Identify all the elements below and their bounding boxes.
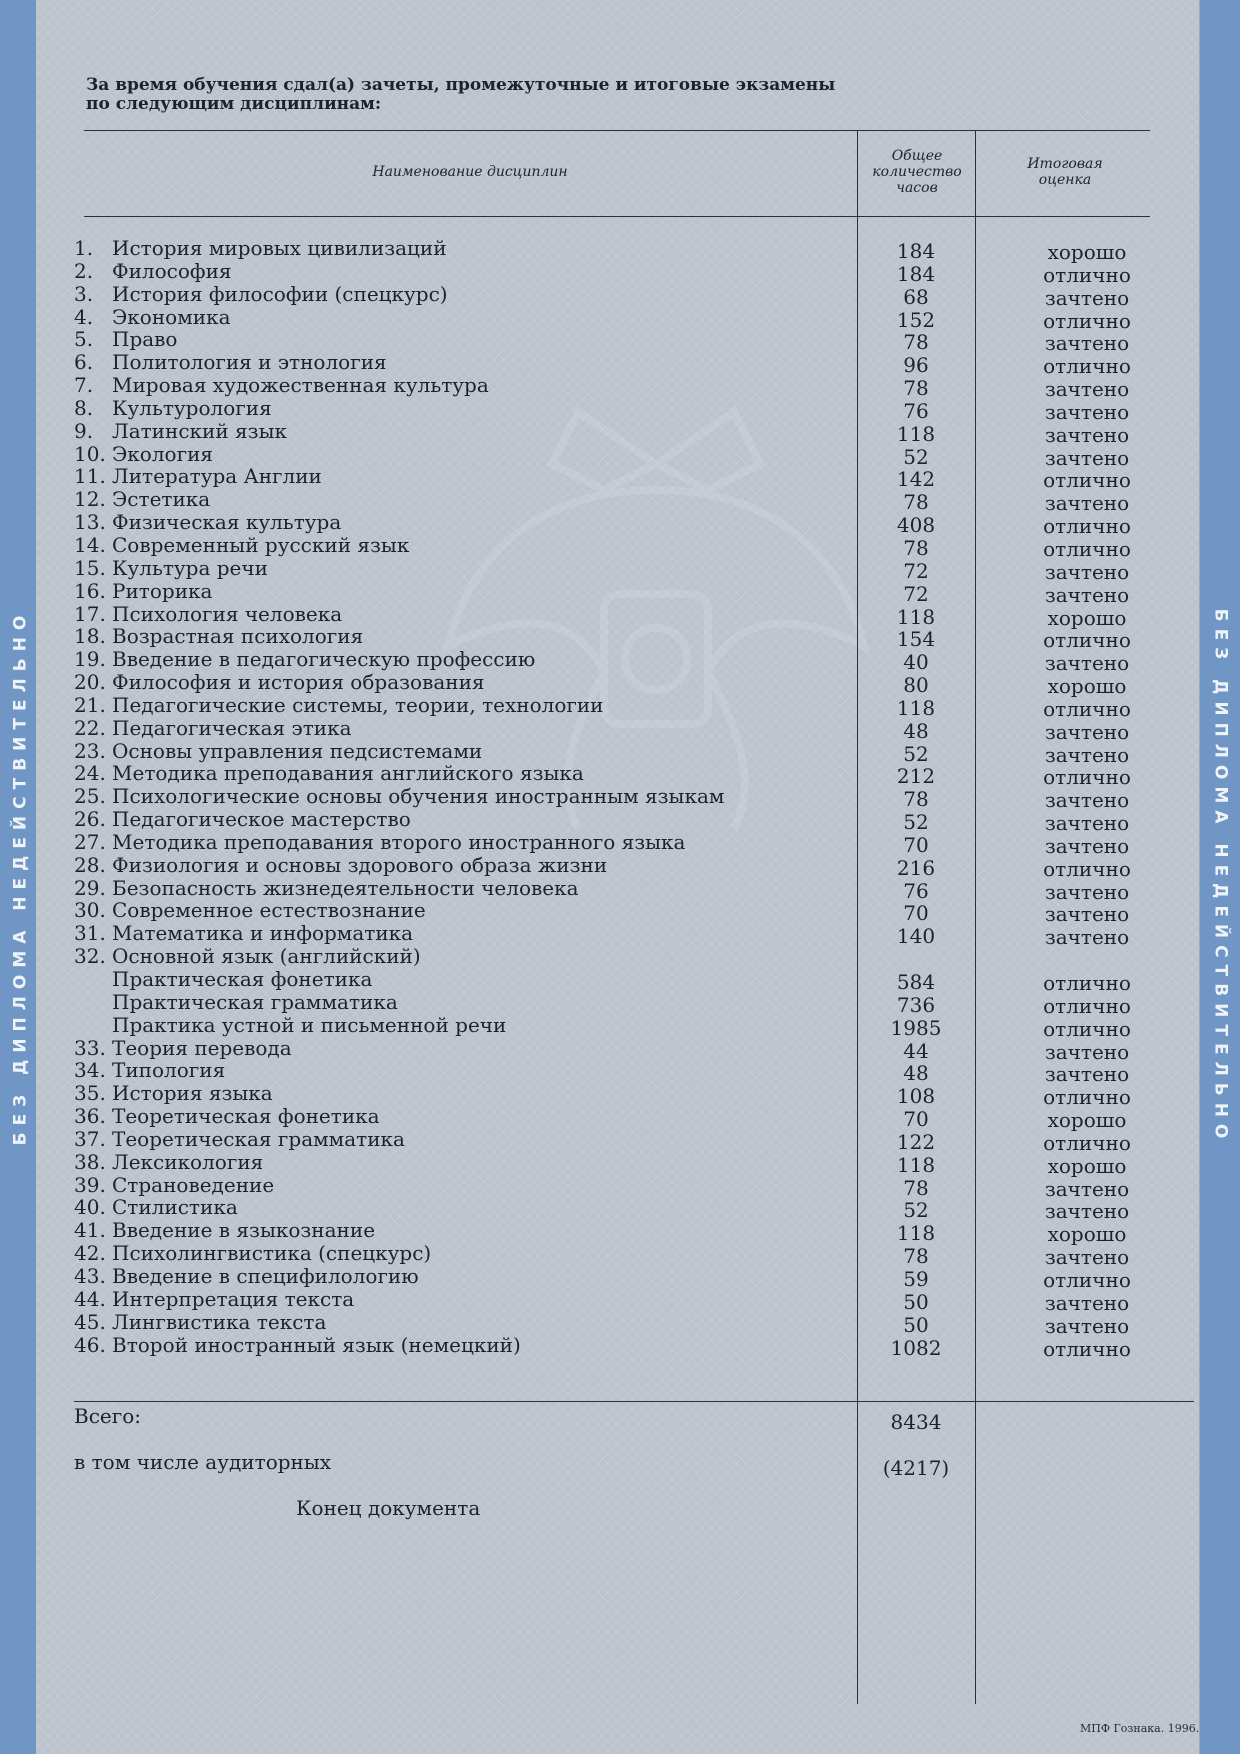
grade-value: зачтено [1044,1199,1130,1224]
table-row [0,1081,1240,1110]
hours-value: 408 [896,513,936,538]
table-row [0,1126,1240,1155]
grade-value: отлично [1043,971,1131,995]
total-hours: 8434 [890,1410,942,1434]
discipline-table-body [0,236,1240,1361]
row-number: 19. [74,647,106,672]
discipline-name: Философия и история образования [112,670,485,695]
row-number: 23. [74,738,106,763]
hours-value: 72 [903,558,929,583]
printer-imprint: МПФ Гознака. 1996. [1080,1722,1200,1735]
grade-value: отлично [1043,262,1131,287]
hours-value: 118 [896,604,936,629]
grade-value: отлично [1043,856,1131,881]
table-row [0,1035,1240,1064]
discipline-name: Физиология и основы здорового образа жизни [112,852,608,877]
discipline-name: Практическая фонетика [112,967,373,991]
grade-value: зачтено [1044,902,1130,927]
table-row [0,875,1240,904]
grade-value: зачтено [1044,1313,1130,1338]
hours-value: 118 [896,1221,936,1246]
table-row [0,967,1240,995]
table-row [0,1012,1240,1041]
row-number: 30. [74,898,106,923]
discipline-name: Культура речи [112,555,268,580]
discipline-name: Политология и этнология [112,350,387,375]
grade-value: хорошо [1047,1153,1127,1178]
grade-value: хорошо [1047,1108,1127,1133]
table-row [0,807,1240,836]
grade-value: зачтено [1044,1245,1130,1270]
row-number: 40. [74,1195,106,1220]
total-label: Всего: [74,1404,141,1428]
row-number: 10. [74,441,106,466]
hours-value: 50 [903,1289,929,1314]
row-number: 11. [74,464,106,489]
hours-value: 48 [903,718,929,743]
row-number: 32. [74,944,106,969]
discipline-name: Латинский язык [112,418,287,443]
table-row [0,1172,1240,1201]
row-number: 35. [74,1081,106,1106]
row-number: 4. [74,304,94,329]
table-row [0,395,1240,424]
grade-value: зачтено [1044,811,1130,836]
row-number: 9. [74,418,94,443]
grade-value: хорошо [1047,240,1127,264]
row-number: 8. [74,395,94,420]
table-row [0,852,1240,881]
grade-value: зачтено [1044,399,1130,424]
row-number: 45. [74,1309,106,1334]
hours-value: 70 [903,1107,929,1132]
table-row [0,532,1240,561]
discipline-name: Практика устной и письменной речи [112,1012,507,1037]
hours-header-line-2: количество [872,164,962,180]
grade-value: зачтено [1044,285,1130,310]
grade-value: отлично [1043,1016,1131,1041]
grade-value: зачтено [1044,719,1130,744]
grade-value: зачтено [1044,651,1130,676]
grade-value: зачтено [1044,833,1130,858]
hours-value: 76 [903,398,929,423]
hours-value: 68 [903,284,929,309]
row-number: 46. [74,1332,106,1357]
grade-value: зачтено [1044,422,1130,447]
row-number: 12. [74,487,106,512]
hours-value: 140 [896,924,936,949]
grade-value: отлично [1043,1336,1131,1361]
discipline-name: Экономика [112,304,231,329]
grade-value: отлично [1043,514,1131,539]
discipline-name: Физическая культура [112,510,342,535]
table-row [0,1263,1240,1292]
discipline-name: Право [112,327,178,352]
table-row [0,555,1240,584]
grade-value: зачтено [1044,491,1130,516]
discipline-name: Современный русский язык [112,532,410,557]
row-number: 28. [74,852,106,877]
hours-value: 78 [903,787,929,812]
hours-value: 52 [903,810,929,835]
discipline-name: Стилистика [112,1195,238,1220]
discipline-name: Культурология [112,395,272,420]
row-number: 42. [74,1241,106,1266]
grade-value: зачтено [1044,377,1130,402]
hours-value: 108 [896,1084,936,1109]
hours-value: 118 [896,695,936,720]
table-row [0,1104,1240,1133]
discipline-name: Основы управления педсистемами [112,738,483,763]
hours-value: 584 [896,970,936,994]
discipline-name: Второй иностранный язык (немецкий) [112,1332,521,1357]
hours-value: 1082 [890,1335,942,1360]
table-top-rule [84,130,1150,131]
table-row [0,327,1240,356]
row-number: 44. [74,1286,106,1311]
table-row [0,601,1240,630]
right-band-text: БЕЗ ДИПЛОМА НЕДЕЙСТВИТЕЛЬНО [1210,608,1230,1146]
discipline-name: Психолингвистика (спецкурс) [112,1241,432,1266]
discipline-name: История философии (спецкурс) [112,281,448,306]
discipline-name: Безопасность жизнедеятельности человека [112,875,579,900]
table-row [0,670,1240,699]
row-number: 22. [74,715,106,740]
hours-value: 72 [903,581,929,606]
row-number: 14. [74,532,106,557]
classroom-hours: (4217) [882,1456,950,1480]
hours-value: 122 [896,1129,936,1154]
row-number: 15. [74,555,106,580]
grade-value: отлично [1043,628,1131,653]
hours-value: 78 [903,490,929,515]
hours-value: 70 [903,832,929,857]
discipline-name: Педагогическая этика [112,715,352,740]
discipline-name: Математика и информатика [112,921,414,946]
grade-value: зачтено [1044,445,1130,470]
discipline-name: Введение в педагогическую профессию [112,647,536,672]
document-heading [86,76,835,114]
grade-value: отлично [1043,1267,1131,1292]
row-number: 6. [74,350,94,375]
hours-value: 212 [896,764,936,789]
hours-value: 96 [903,353,929,378]
table-row [0,236,1240,264]
row-number: 20. [74,670,106,695]
grade-value: зачтено [1044,742,1130,767]
row-number: 18. [74,624,106,649]
hours-value: 50 [903,1312,929,1337]
discipline-name: Методика преподавания второго иностранного языка [112,829,686,854]
row-number: 41. [74,1218,106,1243]
grade-value: хорошо [1047,674,1127,699]
row-number: 1. [74,236,94,260]
grade-value: отлично [1043,765,1131,790]
table-row [0,510,1240,539]
row-number: 34. [74,1058,106,1083]
hours-value: 78 [903,535,929,560]
discipline-name: Эстетика [112,487,211,512]
hours-value: 118 [896,421,936,446]
hours-value: 44 [903,1038,929,1063]
table-row [0,418,1240,447]
column-header-hours [862,148,972,196]
table-bottom-rule [74,1401,1194,1402]
table-row [0,715,1240,744]
table-row [0,281,1240,310]
grade-value: зачтено [1044,879,1130,904]
discipline-name: Мировая художественная культура [112,373,489,398]
grade-value: отлично [1043,1130,1131,1155]
hours-value: 78 [903,1175,929,1200]
table-row [0,1241,1240,1270]
hours-value: 70 [903,901,929,926]
row-number: 16. [74,578,106,603]
discipline-name: Интерпретация текста [112,1286,355,1311]
hours-value: 78 [903,1244,929,1269]
row-number: 21. [74,692,106,717]
table-row [0,945,1240,968]
grade-value: хорошо [1047,605,1127,630]
discipline-name: Теория перевода [112,1035,292,1060]
table-row [0,1149,1240,1178]
column-header-name: Наименование дисциплин [372,164,568,180]
grade-value: хорошо [1047,1222,1127,1247]
hours-value: 78 [903,376,929,401]
row-number: 37. [74,1126,106,1151]
row-number: 25. [74,784,106,809]
hours-value: 216 [896,855,936,880]
discipline-name: Методика преподавания английского языка [112,761,584,786]
grade-value: зачтено [1044,1039,1130,1064]
discipline-name: Философия [112,258,232,283]
hours-value: 1985 [890,1015,942,1040]
discipline-name: Практическая грамматика [112,989,398,1014]
discipline-name: Типология [112,1058,226,1083]
grade-value: зачтено [1044,559,1130,584]
grade-value: зачтено [1044,788,1130,813]
row-number: 7. [74,373,94,398]
hours-value: 184 [896,261,936,286]
row-number: 27. [74,829,106,854]
row-number: 29. [74,875,106,900]
discipline-name: Возрастная психология [112,624,364,649]
hours-value: 184 [896,239,936,263]
row-number: 36. [74,1104,106,1129]
grade-value: отлично [1043,696,1131,721]
row-number: 43. [74,1263,106,1288]
discipline-name: Лингвистика текста [112,1309,327,1334]
grade-value: зачтено [1044,582,1130,607]
hours-value: 118 [896,1152,936,1177]
discipline-name: Психология человека [112,601,343,626]
table-row [0,1286,1240,1315]
heading-line-2: по следующим дисциплинам: [86,94,382,114]
grade-value: зачтено [1044,1062,1130,1087]
hours-header-line-3: часов [896,180,938,196]
hours-value: 76 [903,878,929,903]
table-row [0,692,1240,721]
table-row [0,441,1240,470]
hours-header-line-1: Общее [891,148,943,164]
row-number: 24. [74,761,106,786]
table-row [0,784,1240,813]
table-row [0,647,1240,676]
table-row [0,1218,1240,1247]
table-row [0,898,1240,927]
table-row [0,487,1240,516]
table-row [0,921,1240,950]
table-row [0,304,1240,333]
column-header-grade [990,156,1140,188]
discipline-name: Педагогические системы, теории, технологии [112,692,604,717]
row-number: 38. [74,1149,106,1174]
hours-value: 59 [903,1266,929,1291]
hours-value: 52 [903,741,929,766]
table-row [0,373,1240,402]
table-row [0,1309,1240,1338]
discipline-name: Введение в языкознание [112,1218,376,1243]
grade-value: отлично [1043,468,1131,493]
grade-header-line-2: оценка [1038,172,1092,188]
discipline-name: История языка [112,1081,273,1106]
hours-value: 52 [903,444,929,469]
grade-value: отлично [1043,1085,1131,1110]
hours-value: 736 [896,992,936,1017]
hours-value: 48 [903,1061,929,1086]
table-row [0,989,1240,1018]
discipline-name: Введение в специфилологию [112,1263,419,1288]
discipline-name: Страноведение [112,1172,275,1197]
row-number: 5. [74,327,94,352]
discipline-name: Риторика [112,578,213,603]
row-number: 31. [74,921,106,946]
grade-value: отлично [1043,993,1131,1018]
discipline-name: Экология [112,441,214,466]
grade-value: отлично [1043,536,1131,561]
hours-value: 40 [903,650,929,675]
table-row [0,1332,1240,1361]
row-number: 2. [74,258,94,283]
discipline-name: История мировых цивилизаций [112,236,447,260]
table-row [0,350,1240,379]
grade-value: зачтено [1044,1176,1130,1201]
heading-line-1: За время обучения сдал(а) зачеты, промежуточные и итоговые экзамены [86,75,836,95]
grade-value: зачтено [1044,1290,1130,1315]
grade-value: зачтено [1044,331,1130,356]
row-number: 33. [74,1035,106,1060]
grade-header-line-1: Итоговая [1027,156,1103,172]
row-number: 26. [74,807,106,832]
hours-value: 154 [896,627,936,652]
discipline-name: Теоретическая фонетика [112,1104,380,1129]
grade-value: зачтено [1044,925,1130,950]
discipline-name: Основной язык (английский) [112,944,421,969]
table-header-rule [84,216,1150,217]
discipline-name: Современное естествознание [112,898,426,923]
hours-value: 152 [896,307,936,332]
table-row [0,258,1240,287]
table-row [0,624,1240,653]
table-row [0,1058,1240,1087]
discipline-name: Психологические основы обучения иностранным языкам [112,784,725,809]
hours-value: 78 [903,330,929,355]
discipline-name: Педагогическое мастерство [112,807,411,832]
hours-value: 142 [896,467,936,492]
table-row [0,761,1240,790]
table-row [0,578,1240,607]
row-number: 13. [74,510,106,535]
table-row [0,738,1240,767]
row-number: 39. [74,1172,106,1197]
discipline-name: Теоретическая грамматика [112,1126,405,1151]
row-number: 3. [74,281,94,306]
classroom-label: в том числе аудиторных [74,1450,332,1474]
hours-value: 52 [903,1198,929,1223]
left-band-text: БЕЗ ДИПЛОМА НЕДЕЙСТВИТЕЛЬНО [10,608,30,1146]
table-row [0,829,1240,858]
discipline-name: Лексикология [112,1149,264,1174]
table-row [0,1195,1240,1224]
discipline-name: Литература Англии [112,464,322,489]
table-row [0,464,1240,493]
end-of-document-label: Конец документа [296,1496,481,1520]
hours-value: 80 [903,673,929,698]
grade-value: отлично [1043,308,1131,333]
grade-value: отлично [1043,354,1131,379]
row-number: 17. [74,601,106,626]
